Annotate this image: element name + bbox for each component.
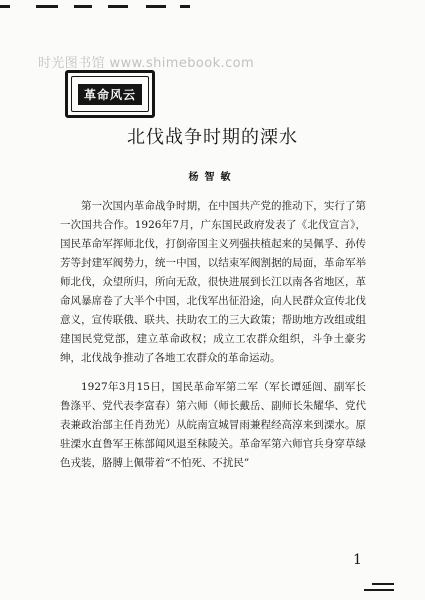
article-title: 北伐战争时期的溧水	[127, 127, 298, 148]
watermark: 时光图书馆 www.shimebook.com	[38, 56, 255, 71]
paragraph: 第一次国内革命战争时期，在中国共产党的推动下，实行了第一次国共合作。1926年7月，广东国民政府发表了《北伐宣言》，国民革命军挥师北伐，打倒帝国主义列强扶植起来的吴佩孚、孙传芳等封建军阀势力，统一中国，以结束军阀割据的局面，革命军举师北伐，众望所归，所向无敌，很快进展到长江以南各省地区，革命风暴席卷了大半个中国，北伐军出征沿途，向人民群众宣传北伐意义，宣传联俄、联共、扶助农工的三大政策；帮助地方改组或组建国民党党部，建立革命政权；成立工农群众组织，斗争土豪劣绅，北伐战争推动了各地工农群众的革命运动。	[60, 200, 366, 364]
author-name: 杨智敏	[188, 172, 237, 183]
section-label: 革命风云	[78, 84, 142, 105]
corner-mark-icon	[364, 580, 394, 592]
article-body	[60, 197, 366, 483]
page-number: 1	[353, 552, 362, 568]
section-label-box	[65, 70, 155, 118]
paragraph: 1927年3月15日，国民革命军第二军（军长谭延闿、副军长鲁涤平、党代表李富春）第六师（师长戴岳、副师长朱耀华、党代表兼政治部主任肖劲光）从皖南宣城冒雨兼程经高淳来到溧水。原驻溧水直鲁军王栋部闻风退至秣陵关。革命军第六师官兵身穿草绿色戎装，胳膊上佩带着“不怕死、不扰民”	[60, 381, 366, 469]
top-border-marks	[0, 0, 425, 14]
